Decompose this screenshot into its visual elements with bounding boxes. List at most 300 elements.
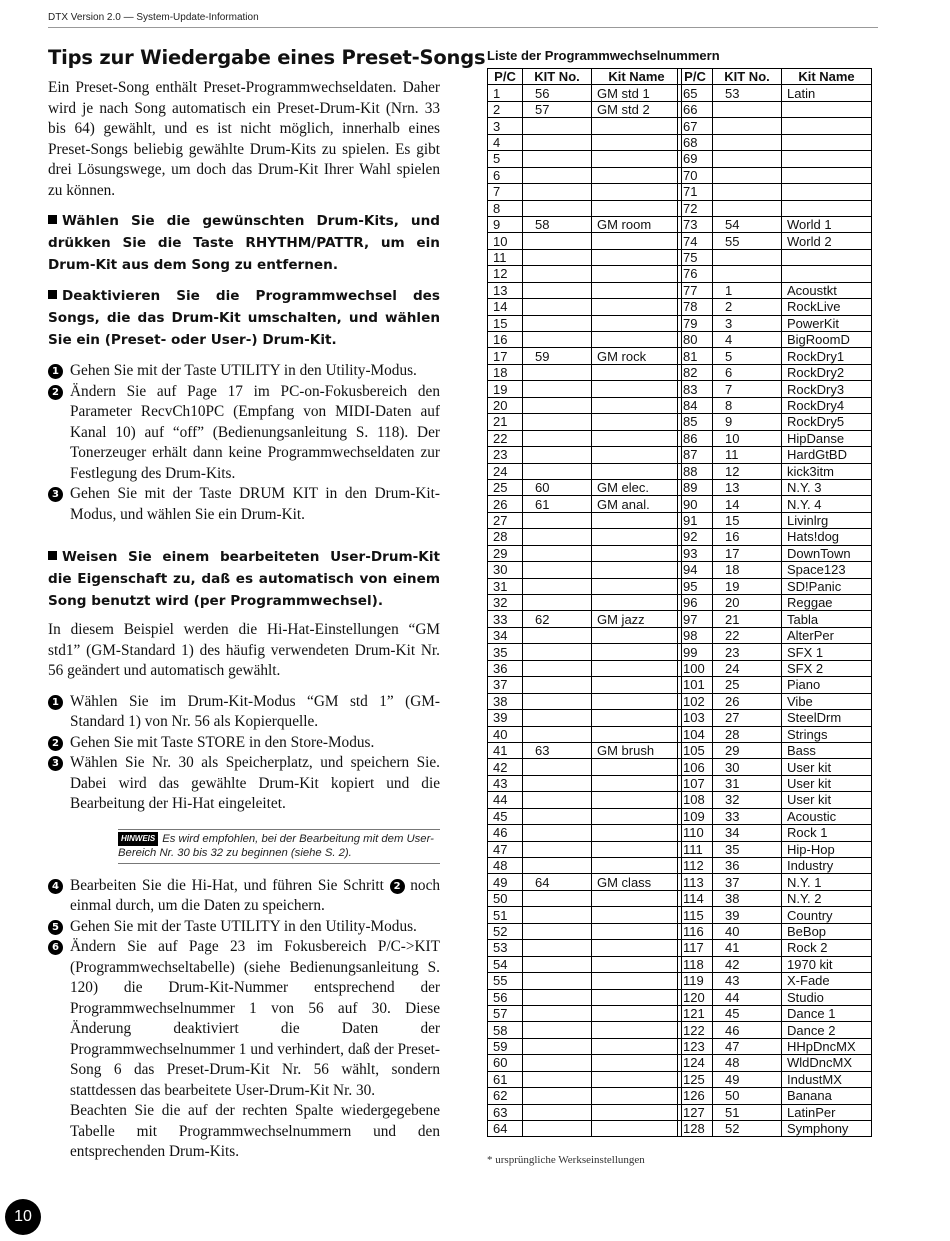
table-row bbox=[488, 430, 682, 446]
cell-kit-name: AlterPer bbox=[782, 627, 872, 643]
table-row bbox=[488, 463, 682, 479]
cell-pc: 59 bbox=[488, 1038, 523, 1054]
step-number-icon: 1 bbox=[48, 364, 63, 379]
cell-kit-no bbox=[523, 332, 592, 348]
cell-kit-name: 1970 kit bbox=[782, 956, 872, 972]
cell-kit-name bbox=[592, 200, 682, 216]
table-row bbox=[488, 447, 682, 463]
cell-kit-no: 49 bbox=[713, 1071, 782, 1087]
cell-kit-name: N.Y. 3 bbox=[782, 479, 872, 495]
cell-pc: 61 bbox=[488, 1071, 523, 1087]
cell-pc: 119 bbox=[678, 973, 713, 989]
cell-kit-no: 27 bbox=[713, 710, 782, 726]
column-header-kit-no: KIT No. bbox=[713, 69, 782, 85]
cell-kit-no bbox=[713, 134, 782, 150]
table-row bbox=[678, 167, 872, 183]
cell-pc: 45 bbox=[488, 808, 523, 824]
cell-kit-name bbox=[592, 973, 682, 989]
cell-kit-name bbox=[592, 1104, 682, 1120]
cell-kit-no: 33 bbox=[713, 808, 782, 824]
table-row bbox=[678, 858, 872, 874]
cell-kit-no: 3 bbox=[713, 315, 782, 331]
step-item: 2 Ändern Sie auf Page 17 im PC-on-Fokusbereich den Parameter RecvCh10PC (Empfang von MIDI-Daten auf Kanal 10) auf “off” (Bedienungsanleitung S. 118). Der Tonerzeuger erhält dann keine Programmwechseldaten zur Festlegung des Drum-Kits. bbox=[48, 382, 440, 485]
cell-kit-no: 28 bbox=[713, 726, 782, 742]
cell-kit-name bbox=[592, 792, 682, 808]
cell-kit-name: GM std 2 bbox=[592, 101, 682, 117]
cell-kit-name bbox=[592, 627, 682, 643]
cell-kit-name: Strings bbox=[782, 726, 872, 742]
cell-kit-no bbox=[523, 512, 592, 528]
cell-kit-no bbox=[523, 660, 592, 676]
cell-kit-no bbox=[713, 249, 782, 265]
steps-list-a bbox=[48, 361, 440, 525]
table-row bbox=[488, 775, 682, 791]
cell-kit-no bbox=[523, 677, 592, 693]
cell-kit-name: SFX 1 bbox=[782, 644, 872, 660]
table-row bbox=[488, 923, 682, 939]
cell-pc: 123 bbox=[678, 1038, 713, 1054]
cell-pc: 110 bbox=[678, 825, 713, 841]
cell-kit-name bbox=[592, 923, 682, 939]
table-row bbox=[488, 249, 682, 265]
table-row bbox=[488, 726, 682, 742]
table-row bbox=[488, 611, 682, 627]
step-item: 1 Wählen Sie im Drum-Kit-Modus “GM std 1” (GM-Standard 1) von Nr. 56 als Kopierquelle. bbox=[48, 692, 440, 733]
cell-pc: 85 bbox=[678, 414, 713, 430]
cell-kit-name: X-Fade bbox=[782, 973, 872, 989]
cell-pc: 12 bbox=[488, 266, 523, 282]
cell-kit-no: 42 bbox=[713, 956, 782, 972]
cell-kit-name bbox=[592, 1088, 682, 1104]
cell-pc: 121 bbox=[678, 1005, 713, 1021]
table-row bbox=[678, 1088, 872, 1104]
cell-kit-name bbox=[592, 595, 682, 611]
table-row bbox=[488, 841, 682, 857]
cell-kit-name: SFX 2 bbox=[782, 660, 872, 676]
right-column bbox=[487, 48, 887, 1138]
cell-pc: 88 bbox=[678, 463, 713, 479]
cell-pc: 125 bbox=[678, 1071, 713, 1087]
table-row bbox=[488, 529, 682, 545]
hint-note: HINWEIS Es wird empfohlen, bei der Bearbeitung mit dem User-Bereich Nr. 30 bis 32 zu beginnen (siehe S. 2). bbox=[118, 829, 440, 864]
cell-kit-no: 50 bbox=[713, 1088, 782, 1104]
cell-kit-no bbox=[523, 463, 592, 479]
cell-kit-name bbox=[592, 989, 682, 1005]
cell-kit-no bbox=[523, 989, 592, 1005]
cell-pc: 75 bbox=[678, 249, 713, 265]
cell-kit-name: HHpDncMX bbox=[782, 1038, 872, 1054]
cell-pc: 128 bbox=[678, 1121, 713, 1137]
table-row bbox=[678, 430, 872, 446]
table-row bbox=[488, 693, 682, 709]
cell-kit-name bbox=[592, 726, 682, 742]
cell-pc: 10 bbox=[488, 233, 523, 249]
table-row bbox=[488, 1022, 682, 1038]
cell-kit-no bbox=[713, 266, 782, 282]
cell-kit-no: 37 bbox=[713, 874, 782, 890]
column-header-kit-no: KIT No. bbox=[523, 69, 592, 85]
table-row bbox=[488, 348, 682, 364]
cell-kit-name: Symphony bbox=[782, 1121, 872, 1137]
table-row bbox=[488, 858, 682, 874]
table-row bbox=[678, 381, 872, 397]
cell-pc: 87 bbox=[678, 447, 713, 463]
cell-pc: 46 bbox=[488, 825, 523, 841]
cell-pc: 106 bbox=[678, 759, 713, 775]
table-row bbox=[488, 479, 682, 495]
example-paragraph: In diesem Beispiel werden die Hi-Hat-Einstellungen “GM std1” (GM-Standard 1) des häufig verwendeten Drum-Kit Nr. 56 geändert und automatisch gewählt. bbox=[48, 621, 440, 679]
cell-kit-no: 51 bbox=[713, 1104, 782, 1120]
cell-kit-name: Dance 1 bbox=[782, 1005, 872, 1021]
cell-kit-no: 14 bbox=[713, 496, 782, 512]
column-header-kit-name: Kit Name bbox=[782, 69, 872, 85]
table-row bbox=[488, 956, 682, 972]
cell-kit-no: 43 bbox=[713, 973, 782, 989]
table-row bbox=[488, 1005, 682, 1021]
cell-kit-name: World 1 bbox=[782, 216, 872, 232]
cell-pc: 112 bbox=[678, 858, 713, 874]
cell-kit-no: 30 bbox=[713, 759, 782, 775]
cell-kit-name bbox=[592, 282, 682, 298]
table-row bbox=[678, 332, 872, 348]
table-row bbox=[678, 545, 872, 561]
cell-kit-no: 8 bbox=[713, 397, 782, 413]
table-row bbox=[488, 167, 682, 183]
cell-pc: 80 bbox=[678, 332, 713, 348]
table-row bbox=[678, 841, 872, 857]
cell-pc: 77 bbox=[678, 282, 713, 298]
table-row bbox=[488, 660, 682, 676]
cell-kit-name: GM room bbox=[592, 216, 682, 232]
cell-kit-name: DownTown bbox=[782, 545, 872, 561]
cell-pc: 76 bbox=[678, 266, 713, 282]
cell-kit-name: RockDry2 bbox=[782, 364, 872, 380]
cell-kit-no bbox=[713, 118, 782, 134]
cell-pc: 25 bbox=[488, 479, 523, 495]
table-row bbox=[488, 759, 682, 775]
cell-kit-no: 11 bbox=[713, 447, 782, 463]
cell-pc: 122 bbox=[678, 1022, 713, 1038]
table-row bbox=[678, 759, 872, 775]
cell-kit-name bbox=[782, 134, 872, 150]
cell-kit-no: 46 bbox=[713, 1022, 782, 1038]
table-row bbox=[488, 940, 682, 956]
step-item: 3 Wählen Sie Nr. 30 als Speicherplatz, und speichern Sie. Dabei wird das gewählte Drum-Kit kopiert und die Bearbeitung der Hi-Hat eingeleitet. bbox=[48, 753, 440, 815]
cell-pc: 29 bbox=[488, 545, 523, 561]
cell-kit-name bbox=[592, 381, 682, 397]
cell-kit-name bbox=[592, 693, 682, 709]
bullet-square-icon bbox=[48, 215, 57, 224]
cell-kit-name bbox=[592, 233, 682, 249]
cell-kit-no bbox=[523, 595, 592, 611]
cell-kit-name: RockDry3 bbox=[782, 381, 872, 397]
cell-kit-no bbox=[523, 1055, 592, 1071]
cell-kit-no bbox=[523, 923, 592, 939]
cell-kit-no: 22 bbox=[713, 627, 782, 643]
cell-kit-no: 12 bbox=[713, 463, 782, 479]
table-row bbox=[488, 266, 682, 282]
cell-pc: 104 bbox=[678, 726, 713, 742]
step-number-icon: 6 bbox=[48, 940, 63, 955]
step-reference-icon: 2 bbox=[390, 879, 405, 894]
table-row bbox=[678, 299, 872, 315]
cell-pc: 96 bbox=[678, 595, 713, 611]
steps-list-b bbox=[48, 692, 440, 815]
cell-kit-no: 56 bbox=[523, 85, 592, 101]
cell-pc: 67 bbox=[678, 118, 713, 134]
cell-pc: 13 bbox=[488, 282, 523, 298]
cell-kit-name: GM elec. bbox=[592, 479, 682, 495]
cell-kit-name bbox=[592, 529, 682, 545]
cell-pc: 66 bbox=[678, 101, 713, 117]
cell-pc: 103 bbox=[678, 710, 713, 726]
cell-kit-no bbox=[523, 710, 592, 726]
cell-kit-no: 32 bbox=[713, 792, 782, 808]
cell-pc: 127 bbox=[678, 1104, 713, 1120]
cell-kit-no: 31 bbox=[713, 775, 782, 791]
table-row bbox=[678, 808, 872, 824]
cell-kit-name: SD!Panic bbox=[782, 578, 872, 594]
cell-pc: 111 bbox=[678, 841, 713, 857]
cell-pc: 28 bbox=[488, 529, 523, 545]
cell-kit-name: HipDanse bbox=[782, 430, 872, 446]
cell-pc: 120 bbox=[678, 989, 713, 1005]
cell-kit-no bbox=[523, 233, 592, 249]
cell-kit-name: Rock 2 bbox=[782, 940, 872, 956]
table-row bbox=[488, 496, 682, 512]
cell-kit-no bbox=[523, 627, 592, 643]
table-row bbox=[678, 1055, 872, 1071]
table-row bbox=[488, 85, 682, 101]
cell-kit-name bbox=[592, 660, 682, 676]
cell-pc: 30 bbox=[488, 562, 523, 578]
cell-kit-no: 45 bbox=[713, 1005, 782, 1021]
step-number-icon: 3 bbox=[48, 756, 63, 771]
table-row bbox=[678, 463, 872, 479]
cell-kit-no bbox=[523, 1071, 592, 1087]
table-row bbox=[678, 397, 872, 413]
cell-pc: 47 bbox=[488, 841, 523, 857]
left-column bbox=[48, 42, 486, 1163]
cell-pc: 117 bbox=[678, 940, 713, 956]
table-row bbox=[488, 381, 682, 397]
table-row bbox=[488, 200, 682, 216]
cell-pc: 3 bbox=[488, 118, 523, 134]
cell-kit-no: 54 bbox=[713, 216, 782, 232]
cell-pc: 43 bbox=[488, 775, 523, 791]
cell-pc: 23 bbox=[488, 447, 523, 463]
cell-kit-no: 9 bbox=[713, 414, 782, 430]
cell-pc: 93 bbox=[678, 545, 713, 561]
cell-kit-name bbox=[592, 315, 682, 331]
step-item: 6 Ändern Sie auf Page 23 im Fokusbereich P/C->KIT (Programmwechseltabelle) (siehe Bedienungsanleitung S. 120) die Drum-Kit-Nummer entsprechend der Programmwechselnummer 1 von 56 auf 30. Diese Änderung deaktiviert die Daten der Programmwechselnummer 1 und verhindert, daß der Preset-Song 6 das Preset-Drum-Kit Nr. 56 wählt, sondern stattdessen das bearbeitete User-Drum-Kit Nr. 30. Beachten Sie die auf der rechten Spalte wiedergegebene Tabelle mit Programmwechselnummern und den entsprechenden Drum-Kits. bbox=[48, 937, 440, 1163]
table-row bbox=[488, 1071, 682, 1087]
cell-pc: 116 bbox=[678, 923, 713, 939]
cell-kit-no bbox=[523, 825, 592, 841]
cell-pc: 64 bbox=[488, 1121, 523, 1137]
cell-kit-name: RockLive bbox=[782, 299, 872, 315]
table-row bbox=[488, 677, 682, 693]
page-number-badge: 10 bbox=[5, 1199, 41, 1235]
table-row bbox=[488, 414, 682, 430]
table-row bbox=[678, 611, 872, 627]
cell-kit-no: 10 bbox=[713, 430, 782, 446]
table-row bbox=[678, 940, 872, 956]
cell-kit-no bbox=[523, 167, 592, 183]
cell-kit-name: Rock 1 bbox=[782, 825, 872, 841]
cell-kit-name bbox=[592, 512, 682, 528]
step-number-icon: 5 bbox=[48, 920, 63, 935]
table-row bbox=[488, 644, 682, 660]
cell-kit-name bbox=[592, 1022, 682, 1038]
table-row bbox=[678, 184, 872, 200]
table-row bbox=[488, 907, 682, 923]
cell-kit-name bbox=[592, 1005, 682, 1021]
cell-pc: 60 bbox=[488, 1055, 523, 1071]
cell-pc: 70 bbox=[678, 167, 713, 183]
cell-pc: 21 bbox=[488, 414, 523, 430]
cell-kit-name bbox=[782, 118, 872, 134]
table-row bbox=[488, 627, 682, 643]
cell-kit-name bbox=[782, 266, 872, 282]
cell-pc: 74 bbox=[678, 233, 713, 249]
cell-kit-name: RockDry5 bbox=[782, 414, 872, 430]
cell-kit-name bbox=[592, 1121, 682, 1137]
cell-kit-no bbox=[523, 841, 592, 857]
table-row bbox=[488, 151, 682, 167]
cell-kit-name: Vibe bbox=[782, 693, 872, 709]
bullet-square-icon bbox=[48, 290, 57, 299]
cell-kit-name: GM brush bbox=[592, 742, 682, 758]
cell-pc: 101 bbox=[678, 677, 713, 693]
cell-kit-name bbox=[592, 1055, 682, 1071]
step-item: 1 Gehen Sie mit der Taste UTILITY in den Utility-Modus. bbox=[48, 361, 440, 382]
cell-pc: 79 bbox=[678, 315, 713, 331]
cell-pc: 32 bbox=[488, 595, 523, 611]
cell-pc: 68 bbox=[678, 134, 713, 150]
cell-kit-name: Acoustkt bbox=[782, 282, 872, 298]
cell-kit-name: PowerKit bbox=[782, 315, 872, 331]
cell-kit-name bbox=[592, 644, 682, 660]
cell-kit-name: Hats!dog bbox=[782, 529, 872, 545]
cell-pc: 84 bbox=[678, 397, 713, 413]
cell-kit-name bbox=[592, 841, 682, 857]
cell-kit-name: User kit bbox=[782, 792, 872, 808]
table-row bbox=[488, 825, 682, 841]
table-row bbox=[488, 1038, 682, 1054]
cell-kit-no: 25 bbox=[713, 677, 782, 693]
cell-pc: 34 bbox=[488, 627, 523, 643]
cell-pc: 126 bbox=[678, 1088, 713, 1104]
cell-kit-no: 17 bbox=[713, 545, 782, 561]
cell-kit-no: 57 bbox=[523, 101, 592, 117]
cell-kit-no: 53 bbox=[713, 85, 782, 101]
cell-kit-name bbox=[592, 332, 682, 348]
cell-kit-no bbox=[523, 266, 592, 282]
cell-kit-name: Banana bbox=[782, 1088, 872, 1104]
cell-kit-name bbox=[592, 759, 682, 775]
cell-kit-no bbox=[523, 134, 592, 150]
cell-kit-no bbox=[523, 644, 592, 660]
subheading-1: Wählen Sie die gewünschten Drum-Kits, und drükken Sie die Taste RHYTHM/PATTR, um ein Drum-Kit aus dem Song zu entfernen. bbox=[48, 213, 440, 273]
cell-pc: 91 bbox=[678, 512, 713, 528]
cell-kit-no: 64 bbox=[523, 874, 592, 890]
table-row bbox=[488, 233, 682, 249]
table-row bbox=[488, 595, 682, 611]
table-row bbox=[488, 512, 682, 528]
table-row bbox=[678, 529, 872, 545]
step-item: 5 Gehen Sie mit der Taste UTILITY in den Utility-Modus. bbox=[48, 917, 440, 938]
table-row bbox=[488, 397, 682, 413]
cell-pc: 42 bbox=[488, 759, 523, 775]
cell-kit-name: LatinPer bbox=[782, 1104, 872, 1120]
cell-pc: 100 bbox=[678, 660, 713, 676]
cell-kit-no bbox=[523, 578, 592, 594]
table-row bbox=[488, 184, 682, 200]
cell-kit-name: User kit bbox=[782, 759, 872, 775]
cell-kit-name bbox=[592, 956, 682, 972]
table-row bbox=[678, 479, 872, 495]
table-row bbox=[488, 874, 682, 890]
cell-kit-no: 19 bbox=[713, 578, 782, 594]
cell-kit-no bbox=[713, 184, 782, 200]
table-row bbox=[678, 118, 872, 134]
cell-pc: 33 bbox=[488, 611, 523, 627]
cell-pc: 41 bbox=[488, 742, 523, 758]
table-row bbox=[678, 134, 872, 150]
table-row bbox=[488, 890, 682, 906]
cell-pc: 50 bbox=[488, 890, 523, 906]
table-row bbox=[678, 973, 872, 989]
cell-kit-name bbox=[592, 167, 682, 183]
cell-pc: 14 bbox=[488, 299, 523, 315]
cell-kit-name: N.Y. 4 bbox=[782, 496, 872, 512]
cell-pc: 39 bbox=[488, 710, 523, 726]
table-row bbox=[488, 1088, 682, 1104]
cell-pc: 51 bbox=[488, 907, 523, 923]
column-header-pc: P/C bbox=[678, 69, 713, 85]
table-row bbox=[678, 989, 872, 1005]
cell-kit-name bbox=[592, 364, 682, 380]
cell-kit-no bbox=[523, 364, 592, 380]
table-row bbox=[678, 890, 872, 906]
cell-kit-no bbox=[713, 151, 782, 167]
cell-kit-no bbox=[523, 184, 592, 200]
cell-kit-no bbox=[523, 956, 592, 972]
cell-pc: 40 bbox=[488, 726, 523, 742]
cell-kit-no: 21 bbox=[713, 611, 782, 627]
cell-kit-name bbox=[782, 249, 872, 265]
cell-kit-name: RockDry4 bbox=[782, 397, 872, 413]
cell-kit-name: Tabla bbox=[782, 611, 872, 627]
cell-pc: 8 bbox=[488, 200, 523, 216]
cell-pc: 36 bbox=[488, 660, 523, 676]
cell-kit-no: 18 bbox=[713, 562, 782, 578]
table-row bbox=[678, 742, 872, 758]
cell-kit-no bbox=[523, 315, 592, 331]
cell-pc: 26 bbox=[488, 496, 523, 512]
step-number-icon: 2 bbox=[48, 385, 63, 400]
cell-pc: 90 bbox=[678, 496, 713, 512]
cell-kit-name bbox=[592, 578, 682, 594]
cell-kit-name bbox=[592, 1071, 682, 1087]
cell-kit-name: N.Y. 2 bbox=[782, 890, 872, 906]
cell-kit-name: N.Y. 1 bbox=[782, 874, 872, 890]
cell-kit-no bbox=[523, 1088, 592, 1104]
cell-pc: 73 bbox=[678, 216, 713, 232]
cell-pc: 57 bbox=[488, 1005, 523, 1021]
cell-kit-name: Dance 2 bbox=[782, 1022, 872, 1038]
